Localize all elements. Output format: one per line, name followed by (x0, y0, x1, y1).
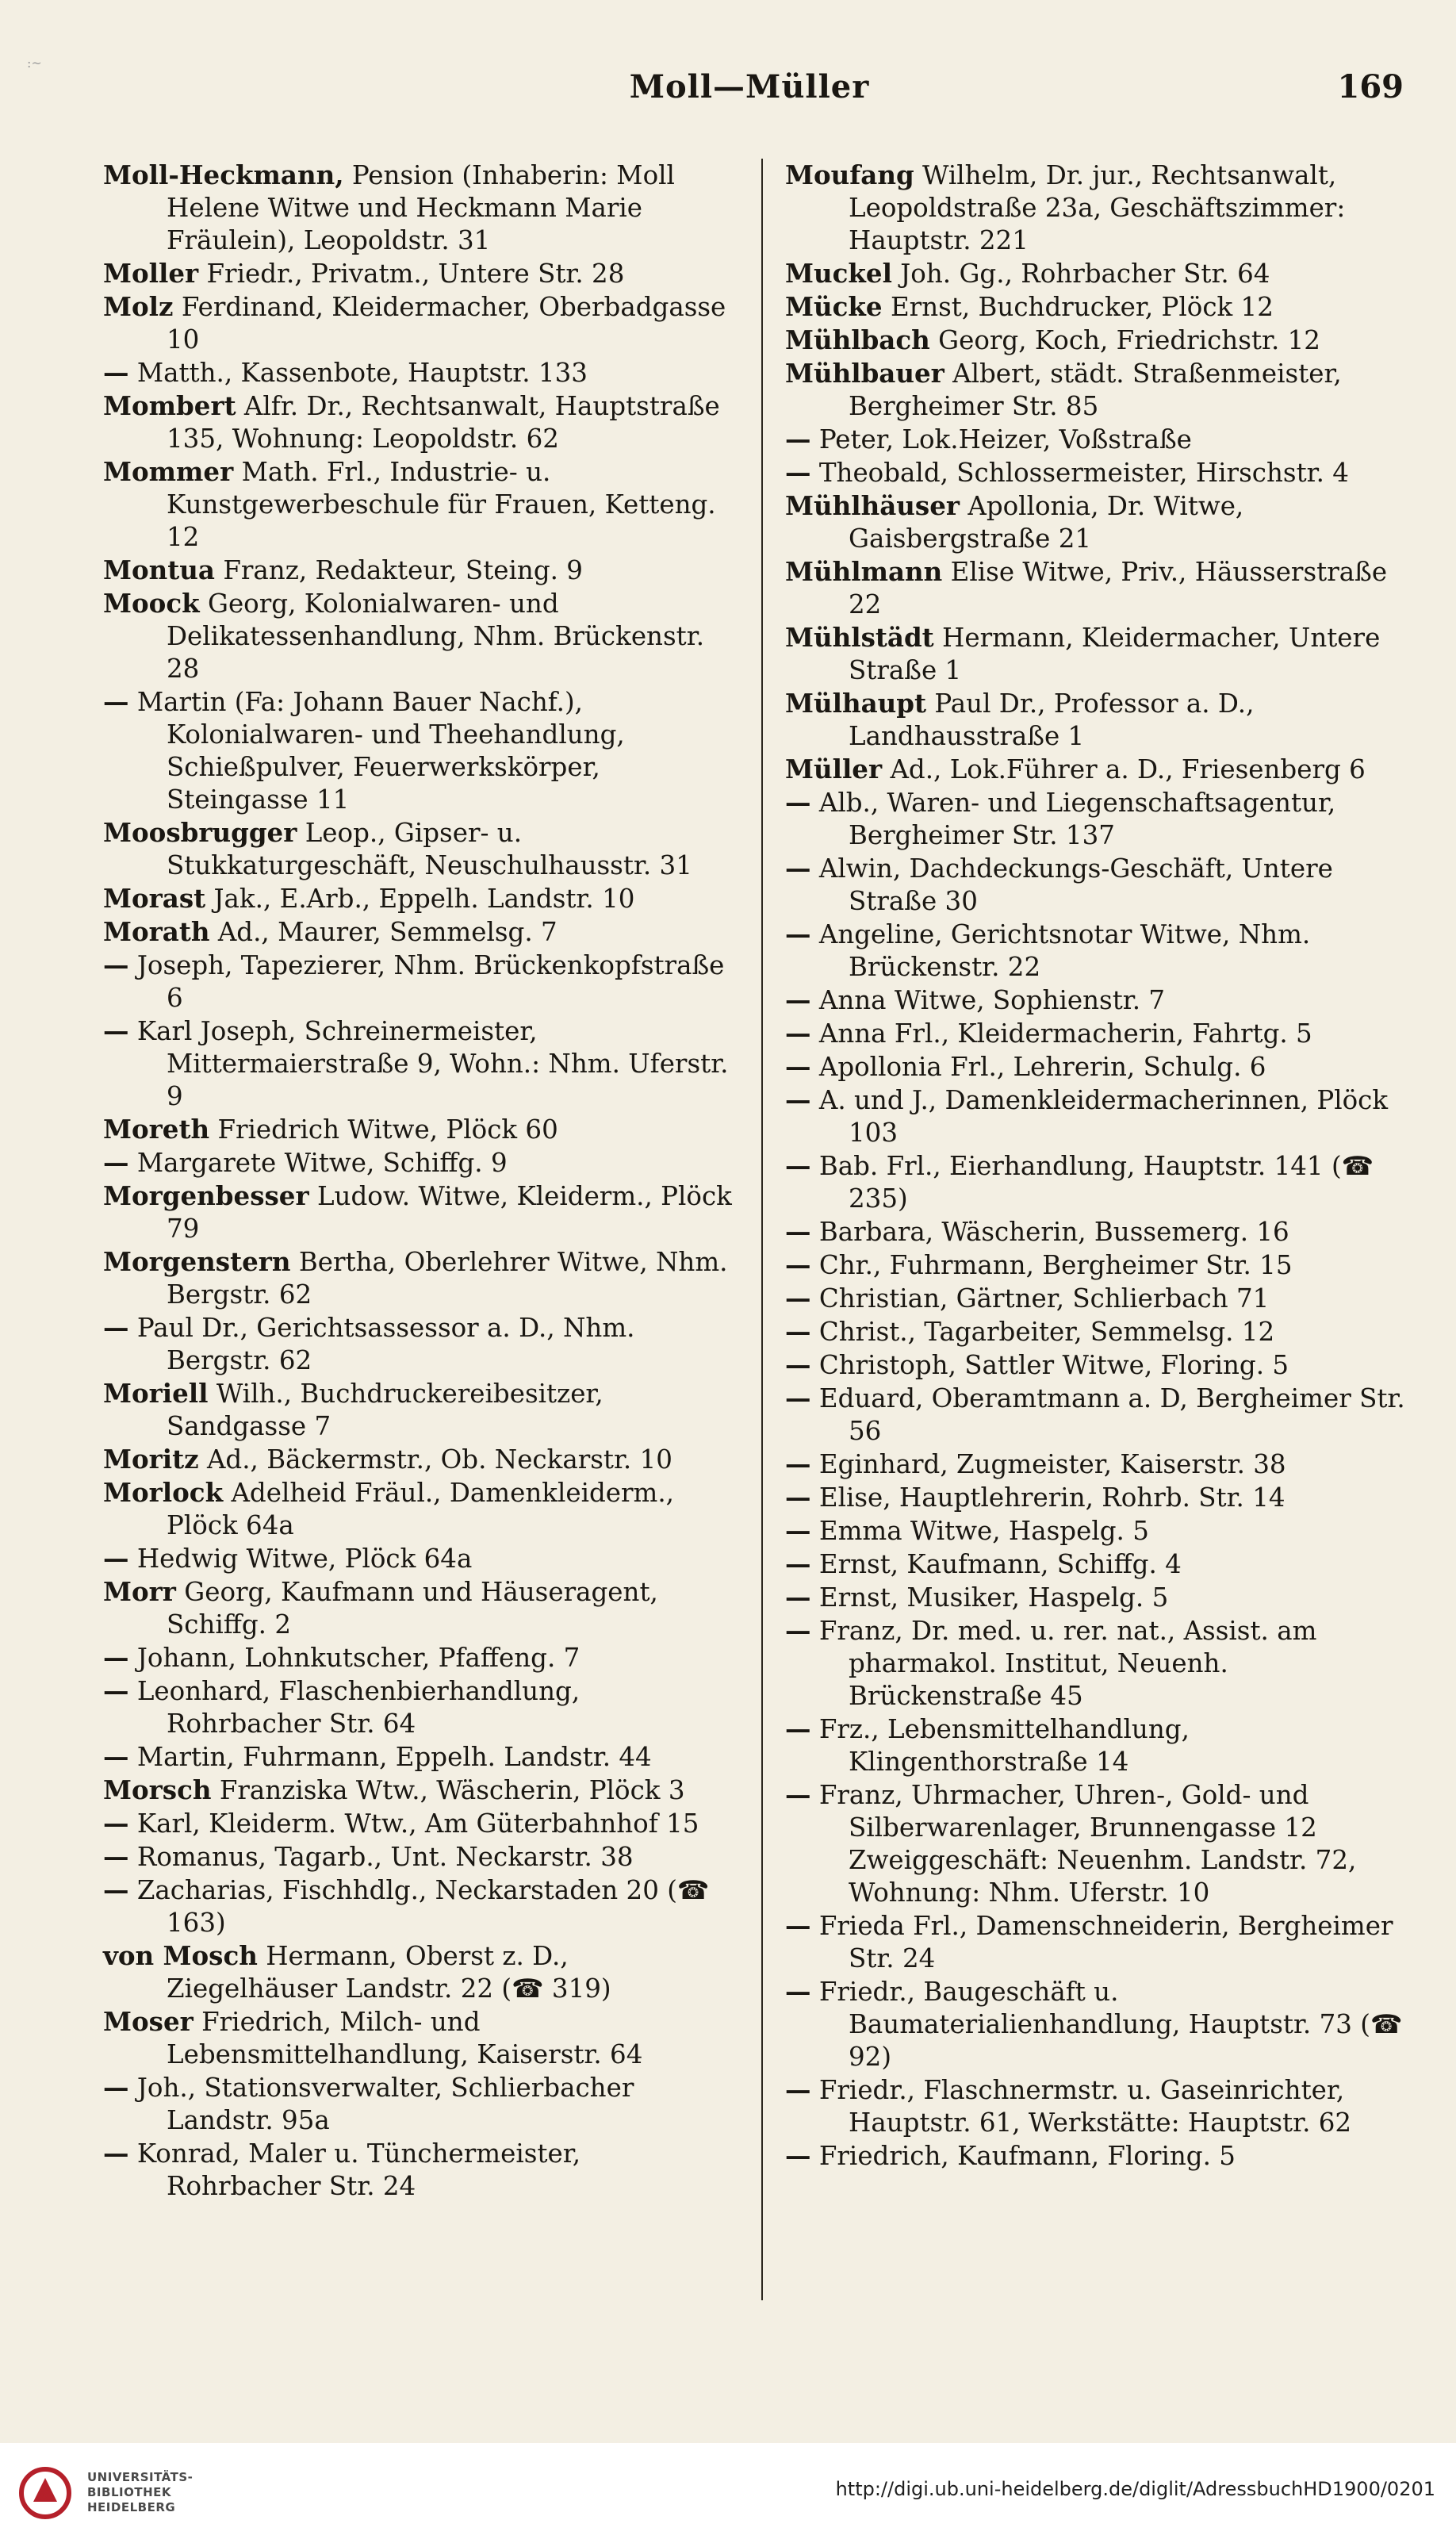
directory-entry (785, 1713, 1420, 1778)
directory-entry (785, 984, 1420, 1017)
directory-entry (785, 1315, 1420, 1348)
directory-entry (103, 1840, 738, 1874)
entry-details: Peter, Lok.Heizer, Voßstraße (818, 424, 1192, 455)
directory-entry (103, 1807, 738, 1840)
library-name-line-3: HEIDELBERG (87, 2500, 176, 2514)
entry-name: — (785, 1779, 811, 1810)
entry-name: Mühlbach (785, 324, 930, 355)
entry-name: — (785, 1349, 811, 1380)
entry-details: A. und J., Damenkleidermacherinnen, Plöck 103 (818, 1085, 1389, 1148)
entry-details: Ludow. Witwe, Kleiderm., Plöck 79 (167, 1181, 732, 1244)
entry-details: Georg, Koch, Friedrichstr. 12 (938, 325, 1320, 355)
entry-details: Angeline, Gerichtsnotar Witwe, Nhm. Brückenstr. 22 (818, 919, 1311, 982)
entry-name: Morgenstern (103, 1246, 291, 1277)
page-number: 169 (1337, 68, 1404, 105)
library-name (87, 2470, 193, 2515)
entry-name: — (785, 457, 811, 488)
entry-name: Mommer (103, 456, 234, 487)
directory-entry (785, 456, 1420, 489)
library-logo-icon (17, 2465, 73, 2521)
directory-entry (785, 489, 1420, 555)
entry-details: Eduard, Oberamtmann a. D, Bergheimer Str. 56 (818, 1383, 1405, 1446)
directory-entry (785, 687, 1420, 753)
directory-entry (785, 1548, 1420, 1581)
entry-details: Barbara, Wäscherin, Bussemerg. 16 (818, 1217, 1289, 1247)
entry-name: Moriell (103, 1378, 209, 1409)
right-column (785, 159, 1420, 2173)
entry-name: Mühlstädt (785, 622, 934, 653)
directory-entry (103, 816, 738, 882)
entry-name: von Mosch (103, 1940, 258, 1971)
entry-name: — (785, 1482, 811, 1513)
page-header (95, 68, 1404, 116)
entry-details: Franz, Dr. med. u. rer. nat., Assist. am pharmakol. Institut, Neuenh. Brückenstraße 45 (818, 1616, 1317, 1711)
directory-entry (103, 1377, 738, 1443)
directory-entry (103, 455, 738, 554)
directory-entry (785, 1149, 1420, 1215)
entry-details: Math. Frl., Industrie- u. Kunstgewerbeschule für Frauen, Ketteng. 12 (167, 457, 716, 552)
directory-entry (103, 389, 738, 455)
directory-entry (103, 2137, 738, 2203)
directory-entry (785, 1348, 1420, 1382)
entry-name: — (103, 1841, 129, 1872)
entry-details: Alfr. Dr., Rechtsanwalt, Hauptstraße 135, Wohnung: Leopoldstr. 62 (167, 391, 720, 454)
source-url[interactable]: http://digi.ub.uni-heidelberg.de/diglit/AdressbuchHD1900/0201 (835, 2478, 1435, 2500)
entry-details: Georg, Kaufmann und Häuseragent, Schiffg. 2 (167, 1577, 658, 1640)
entry-name: Mücke (785, 291, 883, 322)
directory-entry (103, 1113, 738, 1146)
entry-details: Franz, Redakteur, Steing. 9 (223, 555, 583, 585)
library-name-line-1: UNIVERSITÄTS- (87, 2470, 193, 2484)
directory-entry (785, 621, 1420, 687)
directory-entry (785, 257, 1420, 290)
directory-entry (103, 356, 738, 389)
entry-details: Ad., Lok.Führer a. D., Friesenberg 6 (890, 754, 1366, 784)
entry-details: Margarete Witwe, Schiffg. 9 (136, 1148, 508, 1178)
directory-entry (785, 1975, 1420, 2073)
left-column (103, 159, 738, 2203)
entry-details: Ad., Maurer, Semmelsg. 7 (217, 917, 557, 947)
entry-details: Franziska Wtw., Wäscherin, Plöck 3 (219, 1775, 685, 1805)
entry-name: — (103, 357, 129, 388)
entry-name: — (785, 787, 811, 818)
directory-entry (103, 1740, 738, 1774)
entry-details: Ferdinand, Kleidermacher, Oberbadgasse 10 (167, 292, 726, 355)
directory-entry (103, 1311, 738, 1377)
entry-details: Joh., Stationsverwalter, Schlierbacher Landstr. 95a (136, 2073, 634, 2135)
entry-details: Apollonia Frl., Lehrerin, Schulg. 6 (818, 1052, 1266, 1082)
entry-details: Paul Dr., Gerichtsassessor a. D., Nhm. Bergstr. 62 (136, 1313, 635, 1375)
entry-name: Molz (103, 291, 174, 322)
entry-details: Ernst, Kaufmann, Schiffg. 4 (818, 1549, 1182, 1579)
footer-bar (0, 2443, 1456, 2543)
entry-name: Mühlbauer (785, 358, 944, 389)
entry-details: Elise Witwe, Priv., Häusserstraße 22 (849, 557, 1388, 619)
directory-entry (785, 423, 1420, 456)
entry-name: Muckel (785, 258, 892, 289)
library-name-line-2: BIBLIOTHEK (87, 2485, 171, 2499)
entry-details: Jak., E.Arb., Eppelh. Landstr. 10 (213, 884, 635, 914)
entry-details: Franz, Uhrmacher, Uhren-, Gold- und Silberwarenlager, Brunnengasse 12 Zweiggeschäft: Neuenhm. Landstr. 72, Wohnung: Nhm. Uferstr. 10 (818, 1780, 1357, 1908)
entry-name: — (785, 424, 811, 455)
entry-details: Christ., Tagarbeiter, Semmelsg. 12 (818, 1317, 1275, 1347)
entry-name: — (785, 1216, 811, 1247)
entry-details: Leonhard, Flaschenbierhandlung, Rohrbacher Str. 64 (136, 1676, 580, 1739)
directory-entry (103, 290, 738, 356)
entry-details: Karl, Kleiderm. Wtw., Am Güterbahnhof 15 (136, 1808, 699, 1839)
directory-entry (785, 1614, 1420, 1713)
entry-details: Wilhelm, Dr. jur., Rechtsanwalt, Leopoldstraße 23a, Geschäftszimmer: Hauptstr. 221 (849, 160, 1346, 255)
entry-name: Mühlmann (785, 556, 943, 587)
directory-entry (785, 753, 1420, 786)
directory-entry (103, 1443, 738, 1476)
entry-name: — (103, 1015, 129, 1046)
directory-entry (103, 1575, 738, 1641)
entry-name: — (103, 1543, 129, 1574)
entry-details: Frz., Lebensmittelhandlung, Klingenthorstraße 14 (818, 1714, 1190, 1777)
entry-name: — (785, 1713, 811, 1744)
entry-details: Ernst, Musiker, Haspelg. 5 (818, 1582, 1169, 1613)
entry-name: — (785, 1615, 811, 1646)
entry-name: Moreth (103, 1114, 210, 1145)
entry-details: Elise, Hauptlehrerin, Rohrb. Str. 14 (818, 1482, 1285, 1513)
directory-entry (103, 257, 738, 290)
entry-details: Leop., Gipser- u. Stukkaturgeschäft, Neuschulhausstr. 31 (167, 818, 692, 880)
entry-details: Hermann, Kleidermacher, Untere Straße 1 (849, 623, 1381, 685)
entry-name: Morgenbesser (103, 1180, 309, 1211)
directory-entry (103, 949, 738, 1015)
entry-details: Chr., Fuhrmann, Bergheimer Str. 15 (818, 1250, 1293, 1280)
directory-entry (103, 1476, 738, 1542)
entry-name: Morath (103, 916, 210, 947)
entry-details: Pension (Inhaberin: Moll Helene Witwe und Heckmann Marie Fräulein), Leopoldstr. 31 (167, 160, 675, 255)
directory-entry (785, 1215, 1420, 1248)
entry-name: Mühlhäuser (785, 490, 960, 521)
entry-details: Matth., Kassenbote, Hauptstr. 133 (136, 358, 588, 388)
entry-name: Moser (103, 2006, 193, 2037)
directory-entry (785, 1514, 1420, 1548)
entry-name: — (785, 2140, 811, 2171)
entry-name: — (103, 1675, 129, 1706)
directory-entry (103, 1146, 738, 1179)
directory-entry (785, 1581, 1420, 1614)
entry-name: Moosbrugger (103, 817, 297, 848)
entry-name: — (785, 1515, 811, 1546)
entry-name: — (785, 1150, 811, 1181)
entry-name: — (103, 686, 129, 717)
entry-name: — (785, 1582, 811, 1613)
entry-details: Frieda Frl., Damenschneiderin, Bergheimer Str. 24 (818, 1911, 1393, 1973)
entry-name: — (103, 1147, 129, 1178)
entry-details: Wilh., Buchdruckereibesitzer, Sandgasse 7 (167, 1379, 603, 1441)
directory-entry (785, 290, 1420, 324)
entry-name: — (103, 1312, 129, 1343)
directory-entry (785, 1909, 1420, 1975)
directory-entry (785, 555, 1420, 621)
entry-name: — (785, 1548, 811, 1579)
entry-name: — (785, 1051, 811, 1082)
entry-name: Moll-Heckmann, (103, 159, 344, 190)
entry-details: Martin, Fuhrmann, Eppelh. Landstr. 44 (136, 1742, 652, 1772)
directory-entry (103, 685, 738, 816)
entry-name: Morr (103, 1576, 176, 1607)
entry-name: Müller (785, 754, 883, 784)
entry-name: — (103, 1808, 129, 1839)
entry-details: Apollonia, Dr. Witwe, Gaisbergstraße 21 (849, 491, 1244, 554)
entry-name: — (785, 1976, 811, 2007)
page-title: Moll—Müller (629, 68, 870, 105)
directory-entry (103, 1015, 738, 1113)
directory-entry (785, 357, 1420, 423)
directory-entry (785, 1248, 1420, 1282)
directory-entry (103, 159, 738, 257)
entry-details: Friedrich, Kaufmann, Floring. 5 (818, 2141, 1236, 2171)
entry-name: — (103, 949, 129, 980)
directory-entry (785, 159, 1420, 257)
entry-name: Morsch (103, 1774, 212, 1805)
directory-entry (103, 2005, 738, 2071)
entry-details: Anna Witwe, Sophienstr. 7 (818, 985, 1166, 1015)
entry-name: Moock (103, 588, 200, 619)
directory-entry (103, 1674, 738, 1740)
entry-details: Friedr., Flaschnermstr. u. Gaseinrichter, Hauptstr. 61, Werkstätte: Hauptstr. 62 (818, 2075, 1352, 2138)
directory-entry (103, 1179, 738, 1245)
directory-entry (103, 1774, 738, 1807)
entry-name: — (785, 1910, 811, 1941)
entry-name: Moritz (103, 1444, 199, 1475)
entry-details: Friedr., Privatm., Untere Str. 28 (206, 259, 625, 289)
entry-name: — (103, 1642, 129, 1673)
entry-name: — (785, 1383, 811, 1413)
entry-name: — (785, 1249, 811, 1280)
entry-name: Mülhaupt (785, 688, 927, 719)
entry-name: — (103, 2072, 129, 2103)
entry-name: — (103, 2138, 129, 2169)
entry-details: Hermann, Oberst z. D., Ziegelhäuser Landstr. 22 (☎ 319) (167, 1941, 611, 2004)
entry-name: — (785, 919, 811, 949)
entry-name: — (785, 984, 811, 1015)
entry-name: Morast (103, 883, 206, 914)
entry-details: Paul Dr., Professor a. D., Landhausstraße 1 (849, 688, 1255, 751)
corner-mark: :~ (27, 56, 42, 71)
directory-entry (785, 1282, 1420, 1315)
column-divider (761, 159, 763, 2300)
entry-details: Adelheid Fräul., Damenkleiderm., Plöck 64a (167, 1478, 675, 1540)
entry-details: Anna Frl., Kleidermacherin, Fahrtg. 5 (818, 1018, 1312, 1049)
entry-details: Friedrich Witwe, Plöck 60 (217, 1114, 558, 1145)
entry-name: — (103, 1874, 129, 1905)
directory-entry (103, 882, 738, 915)
directory-entry (785, 2073, 1420, 2139)
entry-name: Mombert (103, 390, 236, 421)
entry-details: Friedr., Baugeschäft u. Baumaterialienhandlung, Hauptstr. 73 (☎ 92) (818, 1977, 1403, 2072)
entry-name: Moller (103, 258, 199, 289)
entry-details: Konrad, Maler u. Tünchermeister, Rohrbacher Str. 24 (136, 2138, 581, 2201)
entry-details: Albert, städt. Straßenmeister, Bergheimer Str. 85 (849, 359, 1342, 421)
entry-name: — (785, 853, 811, 884)
directory-entry (103, 1245, 738, 1311)
directory-entry (103, 1542, 738, 1575)
entry-details: Zacharias, Fischhdlg., Neckarstaden 20 (☎ 163) (136, 1875, 710, 1938)
entry-details: Eginhard, Zugmeister, Kaiserstr. 38 (818, 1449, 1286, 1479)
entry-name: Moufang (785, 159, 914, 190)
entry-name: — (785, 1448, 811, 1479)
directory-entry (785, 324, 1420, 357)
directory-entry (785, 1017, 1420, 1050)
entry-name: — (785, 1084, 811, 1115)
directory-entry (785, 1050, 1420, 1084)
entry-name: Morlock (103, 1477, 224, 1508)
entry-name: — (785, 1283, 811, 1314)
directory-entry (785, 1778, 1420, 1909)
entry-details: Bertha, Oberlehrer Witwe, Nhm. Bergstr. 62 (167, 1247, 728, 1310)
directory-entry (785, 1382, 1420, 1448)
entry-name: — (103, 1741, 129, 1772)
entry-details: Joh. Gg., Rohrbacher Str. 64 (900, 259, 1270, 289)
entry-details: Christian, Gärtner, Schlierbach 71 (818, 1283, 1270, 1314)
directory-entry (785, 1084, 1420, 1149)
directory-entry (785, 786, 1420, 852)
directory-entry (103, 915, 738, 949)
entry-details: Martin (Fa: Johann Bauer Nachf.), Kolonialwaren- und Theehandlung, Schießpulver, Feuerwerkskörper, Steingasse 11 (136, 687, 625, 815)
entry-details: Friedrich, Milch- und Lebensmittelhandlung, Kaiserstr. 64 (167, 2007, 643, 2069)
directory-entry (785, 2139, 1420, 2173)
entry-details: Romanus, Tagarb., Unt. Neckarstr. 38 (136, 1842, 634, 1872)
directory-entry (785, 852, 1420, 918)
entry-details: Bab. Frl., Eierhandlung, Hauptstr. 141 (☎ 235) (818, 1151, 1374, 1214)
directory-entry (103, 1641, 738, 1674)
directory-entry (785, 918, 1420, 984)
entry-details: Hedwig Witwe, Plöck 64a (136, 1544, 473, 1574)
entry-details: Joseph, Tapezierer, Nhm. Brückenkopfstraße 6 (136, 950, 725, 1013)
entry-details: Karl Joseph, Schreinermeister, Mittermaierstraße 9, Wohn.: Nhm. Uferstr. 9 (136, 1016, 729, 1111)
entry-details: Christoph, Sattler Witwe, Floring. 5 (818, 1350, 1289, 1380)
entry-details: Theobald, Schlossermeister, Hirschstr. 4 (818, 458, 1349, 488)
directory-entry (103, 587, 738, 685)
directory-entry (103, 554, 738, 587)
entry-name: — (785, 1018, 811, 1049)
directory-entry (103, 1939, 738, 2005)
entry-name: Montua (103, 554, 215, 585)
directory-entry (103, 2071, 738, 2137)
entry-details: Ad., Bäckermstr., Ob. Neckarstr. 10 (206, 1444, 672, 1475)
entry-name: — (785, 2074, 811, 2105)
entry-details: Alwin, Dachdeckungs-Geschäft, Untere Straße 30 (818, 853, 1333, 916)
entry-details: Emma Witwe, Haspelg. 5 (818, 1516, 1149, 1546)
directory-entry (785, 1481, 1420, 1514)
directory-entry (103, 1874, 738, 1939)
entry-name: — (785, 1316, 811, 1347)
entry-details: Johann, Lohnkutscher, Pfaffeng. 7 (136, 1643, 580, 1673)
entry-details: Alb., Waren- und Liegenschaftsagentur, Bergheimer Str. 137 (818, 788, 1336, 850)
directory-entry (785, 1448, 1420, 1481)
entry-details: Georg, Kolonialwaren- und Delikatessenhandlung, Nhm. Brückenstr. 28 (167, 589, 705, 684)
entry-details: Ernst, Buchdrucker, Plöck 12 (890, 292, 1274, 322)
